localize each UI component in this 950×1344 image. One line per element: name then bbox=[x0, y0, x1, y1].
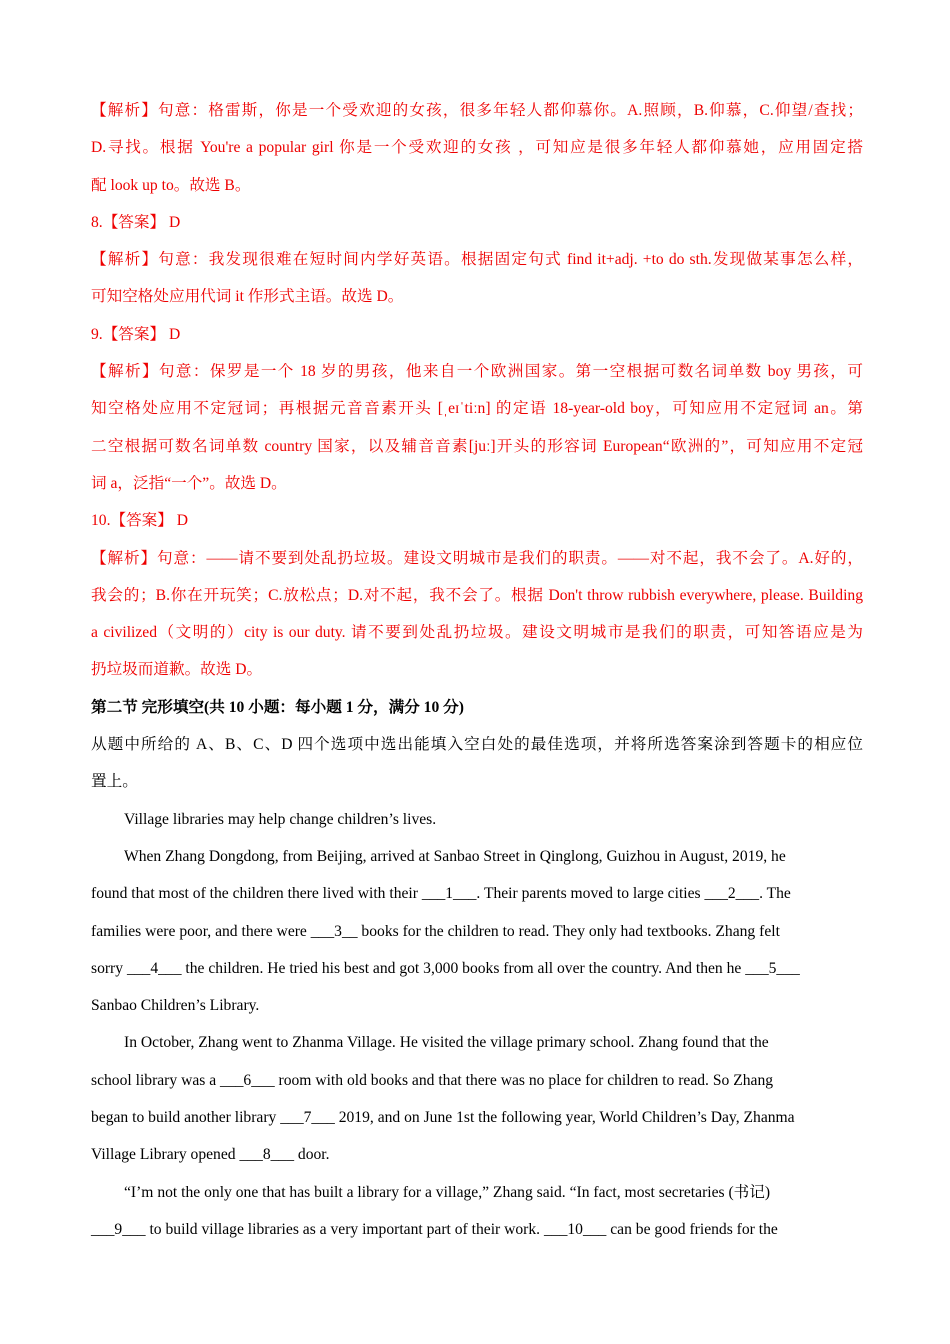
text-line: found that most of the children there lived with their ___1___. Their parents moved to large cities ___2___. The bbox=[91, 885, 791, 903]
text-line: 扔垃圾而道歉。故选 D。 bbox=[91, 661, 263, 679]
text-line: sorry ___4___ the children. He tried his best and got 3,000 books from all over the country. And then he ___5___ bbox=[91, 959, 800, 977]
text-line: In October, Zhang went to Zhanma Village. He visited the village primary school. Zhang found that the bbox=[124, 1034, 769, 1052]
text-line: 8.【答案】 D bbox=[91, 213, 181, 231]
text-line: 【解析】句意：——请不要到处乱扔垃圾。建设文明城市是我们的职责。——对不起，我不会了。A.好的， bbox=[91, 549, 863, 567]
text-line: 10.【答案】 D bbox=[91, 512, 189, 530]
text-line: began to build another library ___7___ 2019, and on June 1st the following year, World Children’s Day, Zhanma bbox=[91, 1109, 795, 1127]
text-line: 词 a，泛指“一个”。故选 D。 bbox=[91, 474, 287, 492]
text-line: 置上。 bbox=[91, 773, 138, 791]
text-line: 我会的；B.你在开玩笑；C.放松点；D.对不起，我不会了。根据 Don't throw rubbish everywhere, please. Building bbox=[91, 586, 863, 604]
text-line: D.寻找。根据 You're a popular girl 你是一个受欢迎的女孩 ，可知应是很多年轻人都仰慕她，应用固定搭 bbox=[91, 139, 863, 157]
text-line: 【解析】句意：我发现很难在短时间内学好英语。根据固定句式 find it+adj. +to do sth.发现做某事怎么样， bbox=[91, 251, 863, 269]
text-line: 配 look up to。故选 B。 bbox=[91, 176, 251, 194]
text-line: 9.【答案】 D bbox=[91, 325, 181, 343]
text-line: 二空根据可数名词单数 country 国家，以及辅音音素[juː]开头的形容词 European“欧洲的”，可知应用不定冠 bbox=[91, 437, 863, 455]
document-body bbox=[91, 92, 863, 1248]
text-line: 知空格处应用不定冠词；再根据元音音素开头 [ˌeɪˈtiːn] 的定语 18-year-old boy，可知应用不定冠词 an。第 bbox=[91, 400, 863, 418]
text-line: Sanbao Children’s Library. bbox=[91, 997, 260, 1015]
text-line: 第二节 完形填空(共 10 小题：每小题 1 分，满分 10 分) bbox=[91, 698, 464, 716]
text-line: 【解析】句意：保罗是一个 18 岁的男孩，他来自一个欧洲国家。第一空根据可数名词单数 boy 男孩，可 bbox=[91, 363, 863, 381]
text-line: “I’m not the only one that has built a library for a village,” Zhang said. “In fact, most secretaries (书记) bbox=[124, 1183, 771, 1201]
text-line: school library was a ___6___ room with old books and that there was no place for children to read. So Zhang bbox=[91, 1071, 774, 1089]
text-line: When Zhang Dongdong, from Beijing, arrived at Sanbao Street in Qinglong, Guizhou in August, 2019, he bbox=[124, 847, 786, 865]
text-line: 【解析】句意：格雷斯，你是一个受欢迎的女孩，很多年轻人都仰慕你。A.照顾，B.仰慕，C.仰望/查找； bbox=[91, 102, 863, 119]
text-line: Village libraries may help change children’s lives. bbox=[124, 810, 437, 828]
text-line: a civilized（文明的）city is our duty. 请不要到处乱扔垃圾。建设文明城市是我们的职责，可知答语应是为 bbox=[91, 624, 863, 642]
text-line: 从题中所给的 A、B、C、D 四个选项中选出能填入空白处的最佳选项，并将所选答案涂到答题卡的相应位 bbox=[91, 736, 863, 754]
text-line: families were poor, and there were ___3__ books for the children to read. They only had textbooks. Zhang felt bbox=[91, 922, 780, 940]
text-line: ___9___ to build village libraries as a very important part of their work. ___10___ can be good friends for the bbox=[91, 1220, 778, 1238]
text-line: 可知空格处应用代词 it 作形式主语。故选 D。 bbox=[91, 288, 404, 306]
text-line: Village Library opened ___8___ door. bbox=[91, 1146, 330, 1164]
